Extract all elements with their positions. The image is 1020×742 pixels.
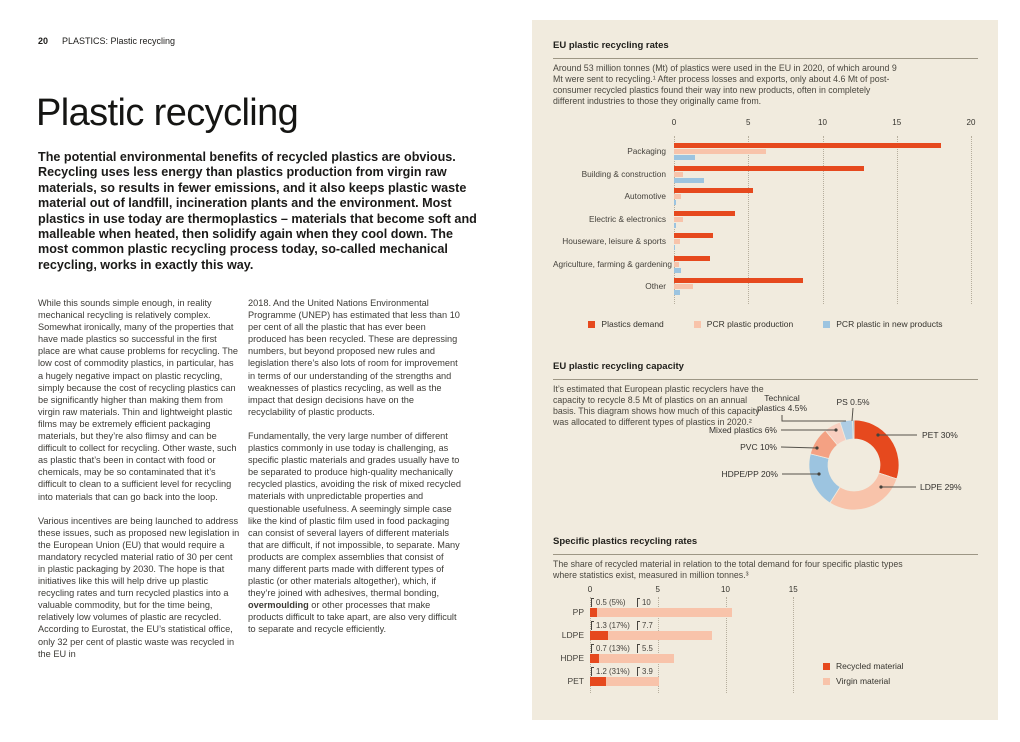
bar-group-row <box>553 208 978 231</box>
virgin-annotation <box>637 667 653 677</box>
category-label: Agriculture, farming & gardening <box>553 258 672 269</box>
infographic-panel <box>532 20 998 720</box>
bar-segment <box>674 278 803 283</box>
legend-label: Recycled material <box>836 661 904 671</box>
bar-group <box>674 233 713 253</box>
callout-dot <box>879 485 882 488</box>
annotation-bracket <box>591 667 594 676</box>
annotation-bracket <box>637 621 640 630</box>
stacked-bar <box>590 631 712 640</box>
annotation-bracket <box>637 644 640 653</box>
bar-segment <box>674 155 695 160</box>
category-label: LDPE <box>561 630 584 640</box>
recycled-annotation <box>591 644 630 654</box>
x-axis-tick-label: 10 <box>721 585 730 594</box>
annotation-bracket <box>637 667 640 676</box>
section-heading-specific-rates: Specific plastics recycling rates <box>553 536 978 555</box>
bar-segment <box>674 217 683 222</box>
category-label: Electric & electronics <box>588 213 666 224</box>
legend-item <box>823 319 942 329</box>
legend-item <box>694 319 793 329</box>
bar-segment <box>674 233 713 238</box>
body-column-2 <box>248 297 463 636</box>
chart-legend <box>553 319 978 329</box>
donut-slice-label: Mixed plastics 6% <box>708 425 777 435</box>
legend-item <box>588 319 663 329</box>
bar-group <box>674 278 803 298</box>
section-heading-recycling-rates: EU plastic recycling rates <box>553 40 978 59</box>
donut-slice-label: Technical <box>764 393 800 403</box>
body-paragraph: Various incentives are being launched to address these issues, such as proposed new legislation in the European Union (EU) that would require a mandatory recycled material ratio of 30 per cent in plastic packaging by 2030. The hope is that initiatives like this will help drive up plastic recycling rates and turn recycled plastics into a valuable commodity, but for the time being, relatively low volumes of plastic are recycled. According to Eurostat, the EU’s statistical office, only 32 per cent of plastic waste was recycled in the EU in <box>38 515 240 659</box>
category-label: Automotive <box>624 191 666 201</box>
bar-segment <box>674 290 680 295</box>
body-column-1 <box>38 297 241 660</box>
bar-segment <box>674 194 681 199</box>
donut-slice <box>853 420 854 439</box>
donut-slice <box>854 420 899 479</box>
x-axis-tick-label: 15 <box>892 118 902 127</box>
bar-group-row <box>553 275 978 298</box>
section-body-recycling-rates: Around 53 million tonnes (Mt) of plastics were used in the EU in 2020, of which around 9 Mt were sent to recycling.¹ After process losses and exports, only about 4.6 Mt of post-consumer recycled plastics found their way into new products, often in completely different industries to those they originally came from. <box>553 63 897 106</box>
intro-text-end: , works in exactly this way. <box>93 257 254 272</box>
annotation-text: 10 <box>642 598 651 607</box>
legend-swatch <box>823 321 830 328</box>
legend-swatch <box>588 321 595 328</box>
running-header <box>38 36 175 46</box>
bar-segment <box>674 223 676 228</box>
section-body-recycling-capacity: It’s estimated that European plastic recyclers have the capacity to recycle 8.5 Mt of plastics on an annual basis. This diagram shows how much of this capacity was allocated to different types of plastics in 2020.² <box>553 384 764 427</box>
legend-swatch <box>823 663 830 670</box>
donut-slice-label: plastics 4.5% <box>756 403 808 413</box>
intro-paragraph <box>38 150 485 273</box>
stacked-bar-row <box>553 643 978 666</box>
bar-segment <box>590 677 606 686</box>
annotation-text: 0.7 (13%) <box>596 644 630 653</box>
running-head-text: PLASTICS: Plastic recycling <box>62 36 176 46</box>
bar-segment <box>674 268 681 273</box>
x-axis-tick-label: 5 <box>655 585 660 594</box>
category-label: PP <box>572 607 584 617</box>
bar-group <box>674 143 941 163</box>
intro-bold-term: mechanical recycling <box>38 242 448 272</box>
bar-group <box>674 211 735 231</box>
stacked-bar-row <box>553 666 978 689</box>
intro-text: The potential environmental benefits of recycled plastics are obvious. Recycling uses less energy than plastics production from virgin raw materials, so results in fewer emissions, and it also keeps plastic waste material out of landfill, incineration plants and the environment. Most plastics in use today are thermoplastics – materials that become soft and malleable when heated, then solidify again when they cool down. The most common plastic recycling process today, so-called <box>38 150 477 257</box>
legend-label: Plastics demand <box>601 319 664 329</box>
legend-label: PCR plastic production <box>706 319 794 329</box>
bar-group-row <box>553 230 978 253</box>
specific-rates-bar-chart <box>553 585 978 720</box>
body-paragraph: 2018. And the United Nations Environmental Programme (UNEP) has estimated that less than 10 per cent of all the plastic that has ever been produced has been recycled. These are depressing numbers, but beyond proposed new rules and legislation there’s also lots of room for improvement in terms of our understanding of the strengths and weaknesses of plastics recycling, as well as the impact that design decisions have on the recyclability of plastic products. <box>248 298 460 417</box>
bar-group-row <box>553 185 978 208</box>
bar-segment <box>674 172 683 177</box>
bar-segment <box>674 143 941 148</box>
body-text-end: or other processes that make products difficult to take apart, are also very difficult to separate and recycle efficiently. <box>248 600 457 635</box>
bar-rows <box>553 140 978 298</box>
bar-segment <box>590 654 599 663</box>
donut-slice-label: PET 30% <box>922 430 958 440</box>
legend-item <box>823 676 904 686</box>
bar-segment <box>606 677 659 686</box>
annotation-text: 0.5 (5%) <box>596 598 626 607</box>
x-axis-tick-label: 15 <box>788 585 798 594</box>
callout-line <box>781 447 817 448</box>
x-axis-tick-label: 5 <box>746 118 751 127</box>
bar-segment <box>590 608 597 617</box>
bar-segment <box>590 631 608 640</box>
category-label: Building & construction <box>581 168 666 179</box>
bar-segment <box>674 245 675 250</box>
x-axis-tick-label: 0 <box>671 118 677 127</box>
legend-label: PCR plastic in new products <box>836 319 943 329</box>
category-label: PET <box>567 676 584 686</box>
body-paragraph <box>248 430 463 636</box>
donut-slice <box>830 473 897 510</box>
page-title: Plastic recycling <box>36 92 299 134</box>
bar-group-row <box>553 140 978 163</box>
bar-segment <box>674 166 864 171</box>
bar-segment <box>674 188 753 193</box>
body-bold-term: overmoulding <box>248 600 309 611</box>
category-label: Packaging <box>627 146 666 156</box>
bar-segment <box>674 262 679 267</box>
body-paragraph: While this sounds simple enough, in reality mechanical recycling is relatively complex. Somewhat ironically, many of the properties that have made plastics so successful in the first place are what cause problems for recycling. The low cost of commodity plastics, in particular, has a hugely negative impact on plastic recycling, simply because the cost of recycling plastics can be significantly higher than making them from virgin raw materials. Thin and lightweight plastic films may be extremely efficient packaging materials, but they’re also flimsy and can be difficult to collect for recycling. Other waste, such as plastic that’s been in contact with food or chemicals, may be so contaminated that it’s difficult to clean to a sufficient level for recycling into materials that can go back into the loop. <box>38 298 239 502</box>
section-heading-recycling-capacity: EU plastic recycling capacity <box>553 361 978 380</box>
stacked-bar <box>590 654 674 663</box>
legend-label: Virgin material <box>836 676 891 686</box>
recycled-annotation <box>591 621 630 631</box>
bar-segment <box>674 149 766 154</box>
body-text: Fundamentally, the very large number of different plastics commonly in use today is challenging, as specific plastic materials and grades usually have to be separated to produce high-quality mechanically recycled plastics, avoiding the risk of mixed recycled materials with unpredictable properties and questionable usefulness. A seemingly simple case like the kind of plastic film used in food packaging can consist of several layers of different materials that are difficult, if not impossible, to separate. Many products are complex assemblies that consist of many different parts made with different types of plastic (or other materials altogether), which, if they’re joined with adhesives, thermal bonding, <box>248 430 461 599</box>
donut-slice-label: PS 0.5% <box>836 397 870 407</box>
stacked-bar-row <box>553 597 978 620</box>
bar-segment <box>674 256 710 261</box>
annotation-bracket <box>591 621 594 630</box>
annotation-text: 1.3 (17%) <box>596 621 630 630</box>
bar-group <box>674 256 710 276</box>
bar-segment <box>674 200 676 205</box>
x-axis-tick-label: 0 <box>587 585 593 594</box>
bar-group-row <box>553 163 978 186</box>
callout-line <box>852 408 853 421</box>
annotation-bracket <box>591 598 594 607</box>
annotation-text: 1.2 (31%) <box>596 667 630 676</box>
legend-swatch <box>694 321 701 328</box>
stacked-bar-row <box>553 620 978 643</box>
bar-segment <box>608 631 712 640</box>
recycled-annotation <box>591 667 630 677</box>
recycling-rates-bar-chart <box>553 118 978 346</box>
bar-segment <box>674 239 680 244</box>
stacked-bar <box>590 608 732 617</box>
annotation-text: 7.7 <box>642 621 653 630</box>
legend-item <box>823 661 904 671</box>
recycled-annotation <box>591 598 625 608</box>
bar-group <box>674 188 753 208</box>
annotation-bracket <box>591 644 594 653</box>
bar-segment <box>674 178 704 183</box>
bar-group <box>674 166 864 186</box>
category-label: Houseware, leisure & sports <box>562 236 666 246</box>
donut-slice-label: PVC 10% <box>740 442 777 452</box>
callout-dot <box>834 428 837 431</box>
bar-group-row <box>553 253 978 276</box>
bar-segment <box>674 211 735 216</box>
bar-segment <box>597 608 733 617</box>
annotation-bracket <box>637 598 640 607</box>
x-axis-tick-label: 20 <box>966 118 976 127</box>
section-body-specific-rates: The share of recycled material in relation to the total demand for four specific plastic types where statistics exist, measured in million tonnes.³ <box>553 559 903 580</box>
callout-dot <box>817 472 820 475</box>
category-label: HDPE <box>560 653 584 663</box>
virgin-annotation <box>637 598 651 608</box>
callout-dot <box>876 433 879 436</box>
callout-dot <box>815 446 818 449</box>
virgin-annotation <box>637 621 653 631</box>
callout-line <box>782 415 846 421</box>
category-label: Other <box>645 281 666 291</box>
annotation-text: 5.5 <box>642 644 653 653</box>
page-number: 20 <box>38 36 49 46</box>
stacked-bar <box>590 677 659 686</box>
virgin-annotation <box>637 644 653 654</box>
donut-slice-label: LDPE 29% <box>920 482 962 492</box>
bar-segment <box>674 284 693 289</box>
legend-swatch <box>823 678 830 685</box>
donut-slice-label: HDPE/PP 20% <box>721 469 778 479</box>
bar-segment <box>599 654 674 663</box>
x-axis-tick-label: 10 <box>818 118 827 127</box>
annotation-text: 3.9 <box>642 667 653 676</box>
chart-legend <box>823 661 904 691</box>
